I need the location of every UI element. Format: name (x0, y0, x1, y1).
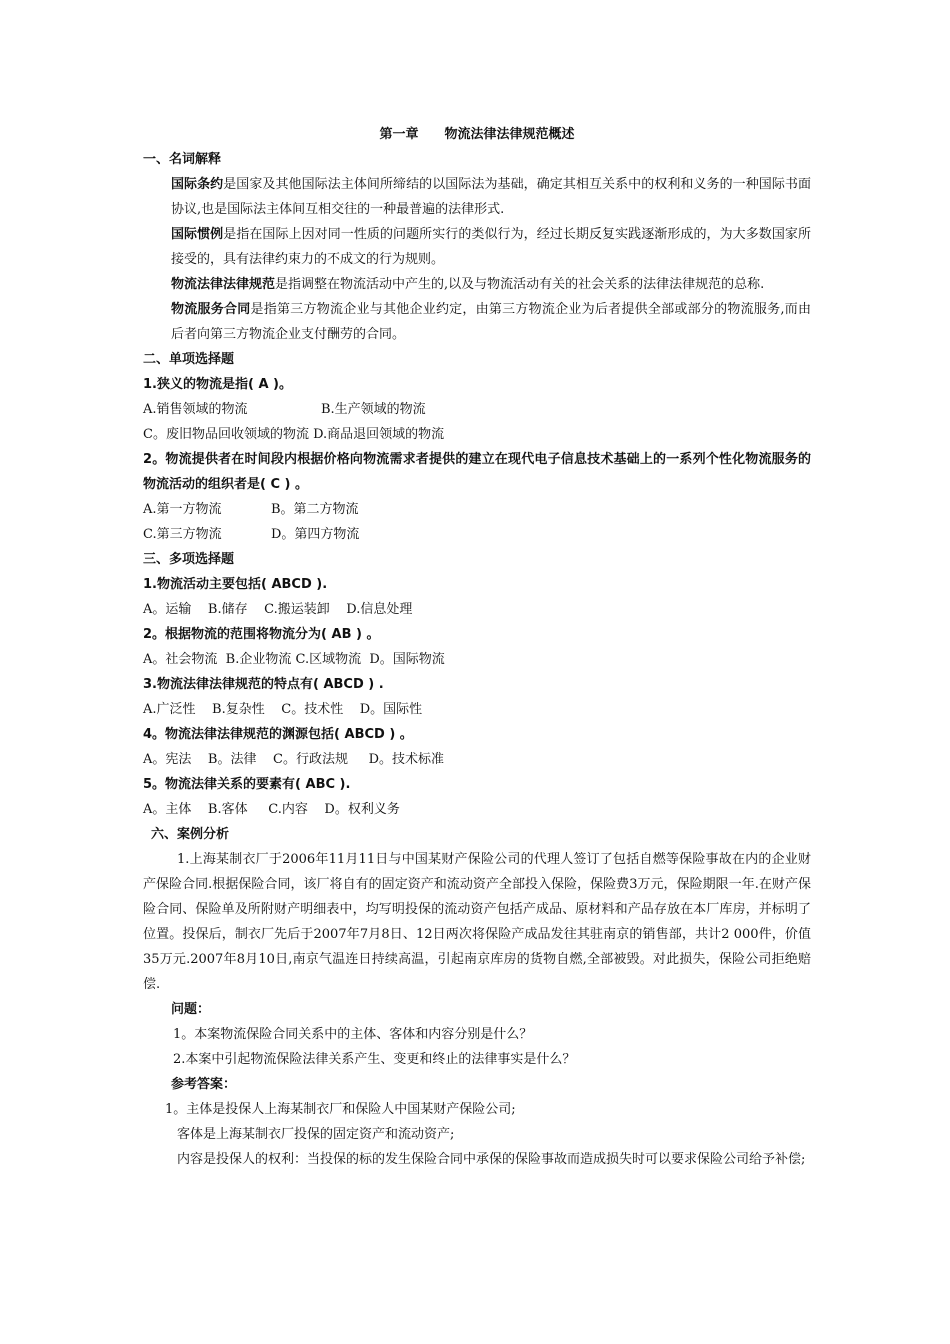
section-heading: 一、名词解释 (143, 152, 222, 167)
term-name: 国际条约 (171, 177, 224, 192)
case-answer: 1。主体是投保人上海某制衣厂和保险人中国某财产保险公司; (165, 1102, 516, 1117)
document-page (143, 122, 811, 1172)
term-paragraph (143, 297, 811, 347)
term-paragraph (143, 272, 811, 297)
question-text: 5。物流法律关系的要素有( ABC ). (143, 777, 351, 792)
answer-options: C。废旧物品回收领域的物流 D.商品退回领域的物流 (143, 427, 445, 442)
option: B.生产领域的物流 (321, 402, 426, 417)
term-name: 国际惯例 (171, 227, 224, 242)
answer-options: A。宪法 B。法律 C。行政法规 D。技术标准 (143, 752, 445, 767)
answer-options: A.广泛性 B.复杂性 C。技术性 D。国际性 (143, 702, 423, 717)
section-heading: 六、案例分析 (151, 827, 230, 842)
term-definition: 是指在国际上因对同一性质的问题所实行的类似行为，经过长期反复实践逐渐形成的，为大多数国家所接受的，具有法律约束力的不成文的行为规则。 (171, 227, 811, 267)
case-answer: 客体是上海某制衣厂投保的固定资产和流动资产; (177, 1127, 455, 1142)
option: B。第二方物流 (271, 502, 359, 517)
questions-label: 问题： (171, 1002, 211, 1017)
answer-options (143, 497, 811, 522)
section-heading: 二、单项选择题 (143, 352, 235, 367)
answer-options (143, 522, 811, 547)
term-definition: 是国家及其他国际法主体间所缔结的以国际法为基础，确定其相互关系中的权利和义务的一种国际书面协议,也是国际法主体间互相交往的一种最普遍的法律形式. (171, 177, 811, 217)
case-text: 1.上海某制衣厂于2006年11月11日与中国某财产保险公司的代理人签订了包括自燃等保险事故在内的企业财产保险合同.根据保险合同，该厂将自有的固定资产和流动资产全部投入保险，保险费3万元，保险期限一年.在财产保险合同、保险单及所附财产明细表中，均写明投保的流动资产包括产成品、原材料和产品存放在本厂库房，并标明了位置。投保后，制衣厂先后于2007年7月8日、12日两次将保险产成品发往其驻南京的销售部，共计2 000件，价值35万元.2007年8月10日,南京气温连日持续高温，引起南京库房的货物自燃,全部被毁。对此损失，保险公司拒绝赔偿. (143, 852, 811, 992)
question-text: 1.狭义的物流是指( A )。 (143, 377, 292, 392)
case-question: 1。本案物流保险合同关系中的主体、客体和内容分别是什么？ (173, 1027, 533, 1042)
option: A.销售领域的物流 (143, 402, 248, 417)
term-name: 物流法律法律规范 (171, 277, 276, 292)
answer-options: A。社会物流 B.企业物流 C.区域物流 D。国际物流 (143, 652, 445, 667)
chapter-title: 第一章 物流法律法律规范概述 (379, 127, 575, 142)
term-name: 物流服务合同 (171, 302, 251, 317)
answer-options (143, 397, 811, 422)
term-definition: 是指第三方物流企业与其他企业约定，由第三方物流企业为后者提供全部或部分的物流服务,而由后者向第三方物流企业支付酬劳的合同。 (171, 302, 811, 342)
answers-label: 参考答案： (171, 1077, 237, 1092)
question-text: 2。物流提供者在时间段内根据价格向物流需求者提供的建立在现代电子信息技术基础上的一系列个性化物流服务的物流活动的组织者是( C ) 。 (143, 452, 811, 492)
term-paragraph (143, 172, 811, 222)
question-text: 3.物流法律法律规范的特点有( ABCD ) . (143, 677, 384, 692)
answer-options: A。主体 B.客体 C.内容 D。权利义务 (143, 802, 400, 817)
question-text: 2。根据物流的范围将物流分为( AB ) 。 (143, 627, 380, 642)
question-text: 4。物流法律法律规范的渊源包括( ABCD ) 。 (143, 727, 413, 742)
term-paragraph (143, 222, 811, 272)
answer-options: A。运输 B.储存 C.搬运装卸 D.信息处理 (143, 602, 413, 617)
section-heading: 三、多项选择题 (143, 552, 235, 567)
option: C.第三方物流 (143, 527, 222, 542)
case-answer: 内容是投保人的权利：当投保的标的发生保险合同中承保的保险事故而造成损失时可以要求保险公司给予补偿; (177, 1152, 806, 1167)
question-text: 1.物流活动主要包括( ABCD ). (143, 577, 328, 592)
option: A.第一方物流 (143, 502, 222, 517)
option: D。第四方物流 (271, 527, 360, 542)
term-definition: 是指调整在物流活动中产生的,以及与物流活动有关的社会关系的法律法律规范的总称. (275, 277, 765, 292)
case-question: 2.本案中引起物流保险法律关系产生、变更和终止的法律事实是什么？ (173, 1052, 576, 1067)
